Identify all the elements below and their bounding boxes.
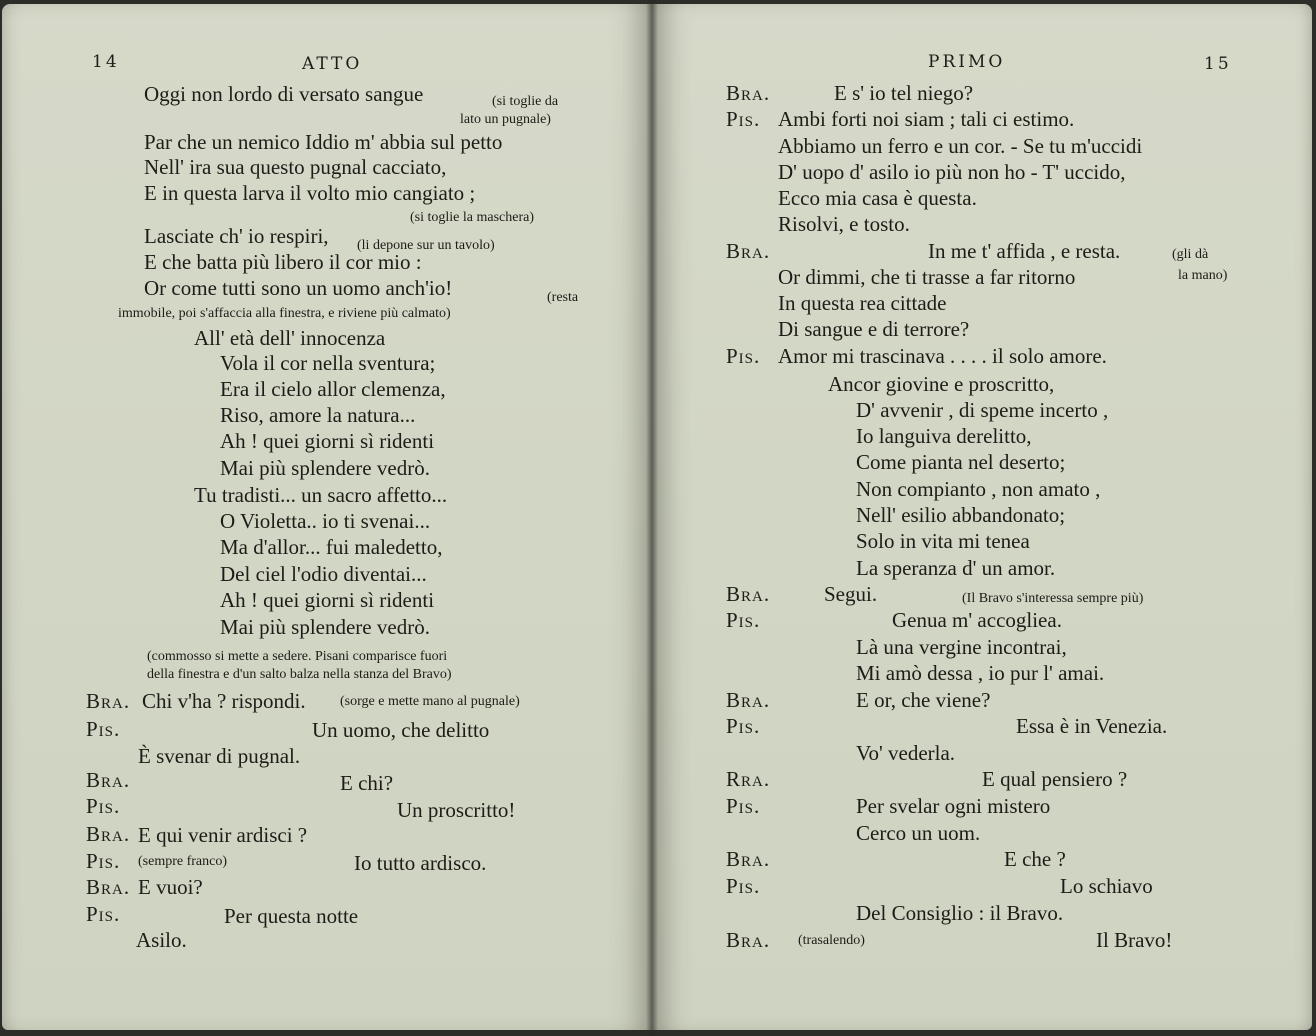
- stage-direction: immobile, poi s'affaccia alla finestra, e riviene più calmato): [118, 306, 451, 321]
- verse-line: Nell' ira sua questo pugnal cacciato,: [144, 155, 447, 179]
- stage-direction: (si toglie la maschera): [410, 210, 535, 225]
- verse-line: Del ciel l'odio diventai...: [220, 562, 427, 586]
- speaker-label: Bra.: [726, 81, 771, 105]
- verse-line: E che ?: [1004, 847, 1066, 871]
- verse-line: Lo schiavo: [1060, 874, 1153, 898]
- verse-line: Abbiamo un ferro e un cor. - Se tu m'uccidi: [778, 134, 1143, 158]
- speaker-label: Pis.: [726, 874, 761, 898]
- speaker-label: Pis.: [86, 717, 121, 741]
- page-number: 14: [92, 52, 120, 72]
- stage-direction: lato un pugnale): [460, 112, 551, 127]
- verse-line: Io tutto ardisco.: [354, 851, 487, 875]
- verse-line: E s' io tel niego?: [834, 81, 974, 105]
- verse-line: O Violetta.. io ti svenai...: [220, 509, 431, 533]
- verse-line: E in questa larva il volto mio cangiato ;: [144, 181, 476, 205]
- stage-direction: la mano): [1178, 268, 1228, 283]
- speaker-label: Pis.: [726, 714, 761, 738]
- left-page: [2, 4, 652, 1030]
- speaker-label: Bra.: [726, 847, 771, 871]
- speaker-label: Pis.: [86, 794, 121, 818]
- speaker-label: Bra.: [726, 688, 771, 712]
- stage-direction: (sorge e mette mano al pugnale): [340, 694, 520, 709]
- verse-line: Là una vergine incontrai,: [856, 635, 1067, 659]
- verse-line: In questa rea cittade: [778, 291, 947, 315]
- verse-line: Il Bravo!: [1096, 928, 1173, 952]
- verse-line: E qual pensiero ?: [982, 767, 1128, 791]
- verse-line: Io languiva derelitto,: [856, 424, 1032, 448]
- verse-line: Per svelar ogni mistero: [856, 794, 1051, 818]
- verse-line: Di sangue e di terrore?: [778, 317, 970, 341]
- verse-line: Per questa notte: [224, 904, 359, 928]
- page-number: 15: [1204, 54, 1232, 74]
- verse-line: D' uopo d' asilo io più non ho - T' uccido,: [778, 160, 1126, 184]
- verse-line: In me t' affida , e resta.: [928, 239, 1121, 263]
- verse-line: E chi?: [340, 771, 394, 795]
- verse-line: Mai più splendere vedrò.: [220, 615, 430, 639]
- verse-line: Come pianta nel deserto;: [856, 450, 1066, 474]
- speaker-label: Pis.: [726, 107, 761, 131]
- verse-line: Or come tutti sono un uomo anch'io!: [144, 276, 453, 300]
- verse-line: Amor mi trascinava . . . . il solo amore.: [778, 344, 1107, 368]
- verse-line: Ecco mia casa è questa.: [778, 186, 977, 210]
- verse-line: Ma d'allor... fui maledetto,: [220, 535, 443, 559]
- speaker-label: Pis.: [726, 608, 761, 632]
- verse-line: Solo in vita mi tenea: [856, 529, 1030, 553]
- speaker-label: Bra.: [86, 822, 131, 846]
- verse-line: Era il cielo allor clemenza,: [220, 377, 446, 401]
- speaker-label: Bra.: [726, 928, 771, 952]
- stage-direction: (sempre franco): [138, 854, 228, 869]
- running-head: ATTO: [302, 54, 363, 74]
- verse-line: Ah ! quei giorni sì ridenti: [220, 588, 435, 612]
- verse-line: E che batta più libero il cor mio :: [144, 250, 422, 274]
- speaker-label: Bra.: [86, 875, 131, 899]
- verse-line: Risolvi, e tosto.: [778, 212, 910, 236]
- speaker-label: Bra.: [726, 239, 771, 263]
- verse-line: Un uomo, che delitto: [312, 718, 490, 742]
- running-head: PRIMO: [928, 52, 1006, 72]
- verse-line: Riso, amore la natura...: [220, 403, 416, 427]
- verse-line: Segui.: [824, 582, 878, 606]
- verse-line: Chi v'ha ? rispondi.: [142, 689, 306, 713]
- verse-line: Lasciate ch' io respiri,: [144, 224, 329, 248]
- verse-line: Mi amò dessa , io pur l' amai.: [856, 661, 1105, 685]
- verse-line: Oggi non lordo di versato sangue: [144, 82, 424, 106]
- verse-line: Asilo.: [136, 928, 187, 952]
- verse-line: Cerco un uom.: [856, 821, 981, 845]
- verse-line: Ambi forti noi siam ; tali ci estimo.: [778, 107, 1075, 131]
- stage-direction: (li depone sur un tavolo): [357, 238, 495, 253]
- speaker-label: Bra.: [86, 689, 131, 713]
- stage-direction: (trasalendo): [798, 933, 865, 948]
- verse-line: Par che un nemico Iddio m' abbia sul petto: [144, 130, 503, 154]
- stage-direction: (resta: [547, 290, 579, 305]
- verse-line: Nell' esilio abbandonato;: [856, 503, 1066, 527]
- verse-line: Or dimmi, che ti trasse a far ritorno: [778, 265, 1076, 289]
- verse-line: Vola il cor nella sventura;: [220, 351, 436, 375]
- speaker-label: Bra.: [86, 768, 131, 792]
- stage-direction: (Il Bravo s'interessa sempre più): [962, 591, 1144, 606]
- verse-line: E or, che viene?: [856, 688, 991, 712]
- verse-line: D' avvenir , di speme incerto ,: [856, 398, 1109, 422]
- stage-direction: (commosso si mette a sedere. Pisani comparisce fuori: [147, 649, 448, 664]
- verse-line: Essa è in Venezia.: [1016, 714, 1168, 738]
- speaker-label: Pis.: [86, 849, 121, 873]
- verse-line: Ah ! quei giorni sì ridenti: [220, 429, 435, 453]
- verse-line: Mai più splendere vedrò.: [220, 456, 430, 480]
- verse-line: Non compianto , non amato ,: [856, 477, 1101, 501]
- verse-line: All' età dell' innocenza: [194, 326, 386, 350]
- verse-line: E vuoi?: [138, 875, 203, 899]
- stage-direction: (gli dà: [1172, 247, 1209, 262]
- speaker-label: Pis.: [726, 794, 761, 818]
- speaker-label: Pis.: [86, 902, 121, 926]
- verse-line: È svenar di pugnal.: [138, 744, 301, 768]
- verse-line: Tu tradisti... un sacro affetto...: [194, 483, 448, 507]
- stage-direction: della finestra e d'un salto balza nella stanza del Bravo): [147, 667, 452, 682]
- speaker-label: Pis.: [726, 344, 761, 368]
- book-gutter: [646, 0, 658, 1036]
- verse-line: Vo' vederla.: [856, 741, 956, 765]
- verse-line: Un proscritto!: [397, 798, 516, 822]
- verse-line: Genua m' accogliea.: [892, 608, 1062, 632]
- speaker-label: Rra.: [726, 767, 771, 791]
- verse-line: Ancor giovine e proscritto,: [828, 372, 1055, 396]
- verse-line: La speranza d' un amor.: [856, 556, 1056, 580]
- stage-direction: (si toglie da: [492, 94, 559, 109]
- right-page: [652, 4, 1312, 1030]
- speaker-label: Bra.: [726, 582, 771, 606]
- verse-line: Del Consiglio : il Bravo.: [856, 901, 1064, 925]
- verse-line: E qui venir ardisci ?: [138, 823, 308, 847]
